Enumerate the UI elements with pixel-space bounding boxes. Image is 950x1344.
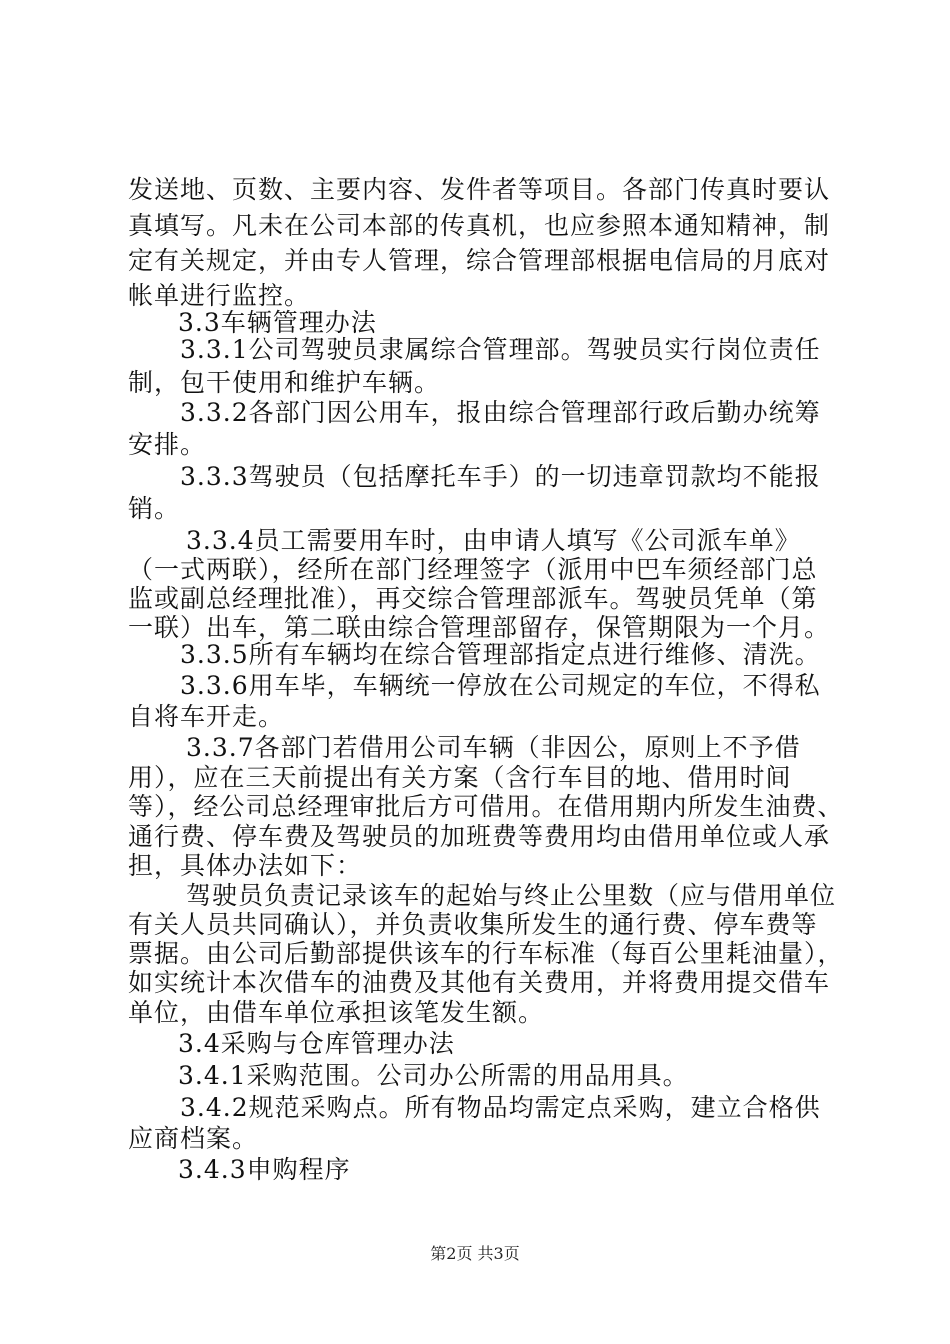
section-heading: 3.3车辆管理办法 bbox=[178, 308, 377, 337]
body-text-line: 等），经公司总经理审批后方可借用。在借用期内所发生油费、 bbox=[128, 792, 844, 821]
body-text-line: 制，包干使用和维护车辆。 bbox=[128, 368, 441, 397]
body-text-line: 应商档案。 bbox=[128, 1124, 259, 1153]
body-text-line: 销。 bbox=[128, 494, 181, 523]
body-text-line: 3.3.2各部门因公用车，报由综合管理部行政后勤办统筹 bbox=[180, 398, 821, 427]
body-text-line: 发送地、页数、主要内容、发件者等项目。各部门传真时要认 bbox=[128, 175, 831, 204]
body-text-line: 真填写。凡未在公司本部的传真机，也应参照本通知精神，制 bbox=[128, 211, 831, 240]
body-text-line: 安排。 bbox=[128, 430, 207, 459]
section-heading: 3.4采购与仓库管理办法 bbox=[178, 1029, 455, 1058]
body-text-line: 票据。由公司后勤部提供该车的行车标准（每百公里耗油量）， bbox=[128, 939, 844, 968]
body-text-line: 3.3.6用车毕，车辆统一停放在公司规定的车位，不得私 bbox=[180, 671, 821, 700]
body-text-line: 如实统计本次借车的油费及其他有关费用，并将费用提交借车 bbox=[128, 968, 831, 997]
body-text-line: 一联）出车，第二联由综合管理部留存，保管期限为一个月。 bbox=[128, 613, 831, 642]
body-text-line: 驾驶员负责记录该车的起始与终止公里数（应与借用单位 bbox=[186, 881, 837, 910]
page-footer: 第2页 共3页 bbox=[430, 1244, 520, 1263]
body-text-line: 3.3.1公司驾驶员隶属综合管理部。驾驶员实行岗位责任 bbox=[180, 335, 821, 364]
body-text-line: 单位，由借车单位承担该笔发生额。 bbox=[128, 998, 545, 1027]
body-text-line: 3.4.1采购范围。公司办公所需的用品用具。 bbox=[178, 1061, 689, 1090]
body-text-line: 3.4.3申购程序 bbox=[178, 1155, 351, 1184]
body-text-line: 监或副总经理批准），再交综合管理部派车。驾驶员凭单（第 bbox=[128, 584, 818, 613]
body-text-line: 通行费、停车费及驾驶员的加班费等费用均由借用单位或人承 bbox=[128, 822, 831, 851]
body-text-line: 自将车开走。 bbox=[128, 702, 285, 731]
body-text-line: 3.4.2规范采购点。所有物品均需定点采购，建立合格供 bbox=[180, 1093, 821, 1122]
body-text-line: 定有关规定，并由专人管理，综合管理部根据电信局的月底对 bbox=[128, 246, 831, 275]
body-text-line: （一式两联），经所在部门经理签字（派用中巴车须经部门总 bbox=[128, 555, 818, 584]
body-text-line: 有关人员共同确认），并负责收集所发生的通行费、停车费等 bbox=[128, 910, 818, 939]
body-text-line: 3.3.4员工需要用车时，由申请人填写《公司派车单》 bbox=[186, 526, 801, 555]
body-text-line: 3.3.5所有车辆均在综合管理部指定点进行维修、清洗。 bbox=[180, 640, 821, 669]
body-text-line: 帐单进行监控。 bbox=[128, 281, 311, 310]
body-text-line: 用），应在三天前提出有关方案（含行车目的地、借用时间 bbox=[128, 763, 792, 792]
body-text-line: 3.3.7各部门若借用公司车辆（非因公，原则上不予借 bbox=[186, 733, 801, 762]
body-text-line: 3.3.3驾驶员（包括摩托车手）的一切违章罚款均不能报 bbox=[180, 462, 821, 491]
body-text-line: 担，具体办法如下： bbox=[128, 851, 363, 880]
